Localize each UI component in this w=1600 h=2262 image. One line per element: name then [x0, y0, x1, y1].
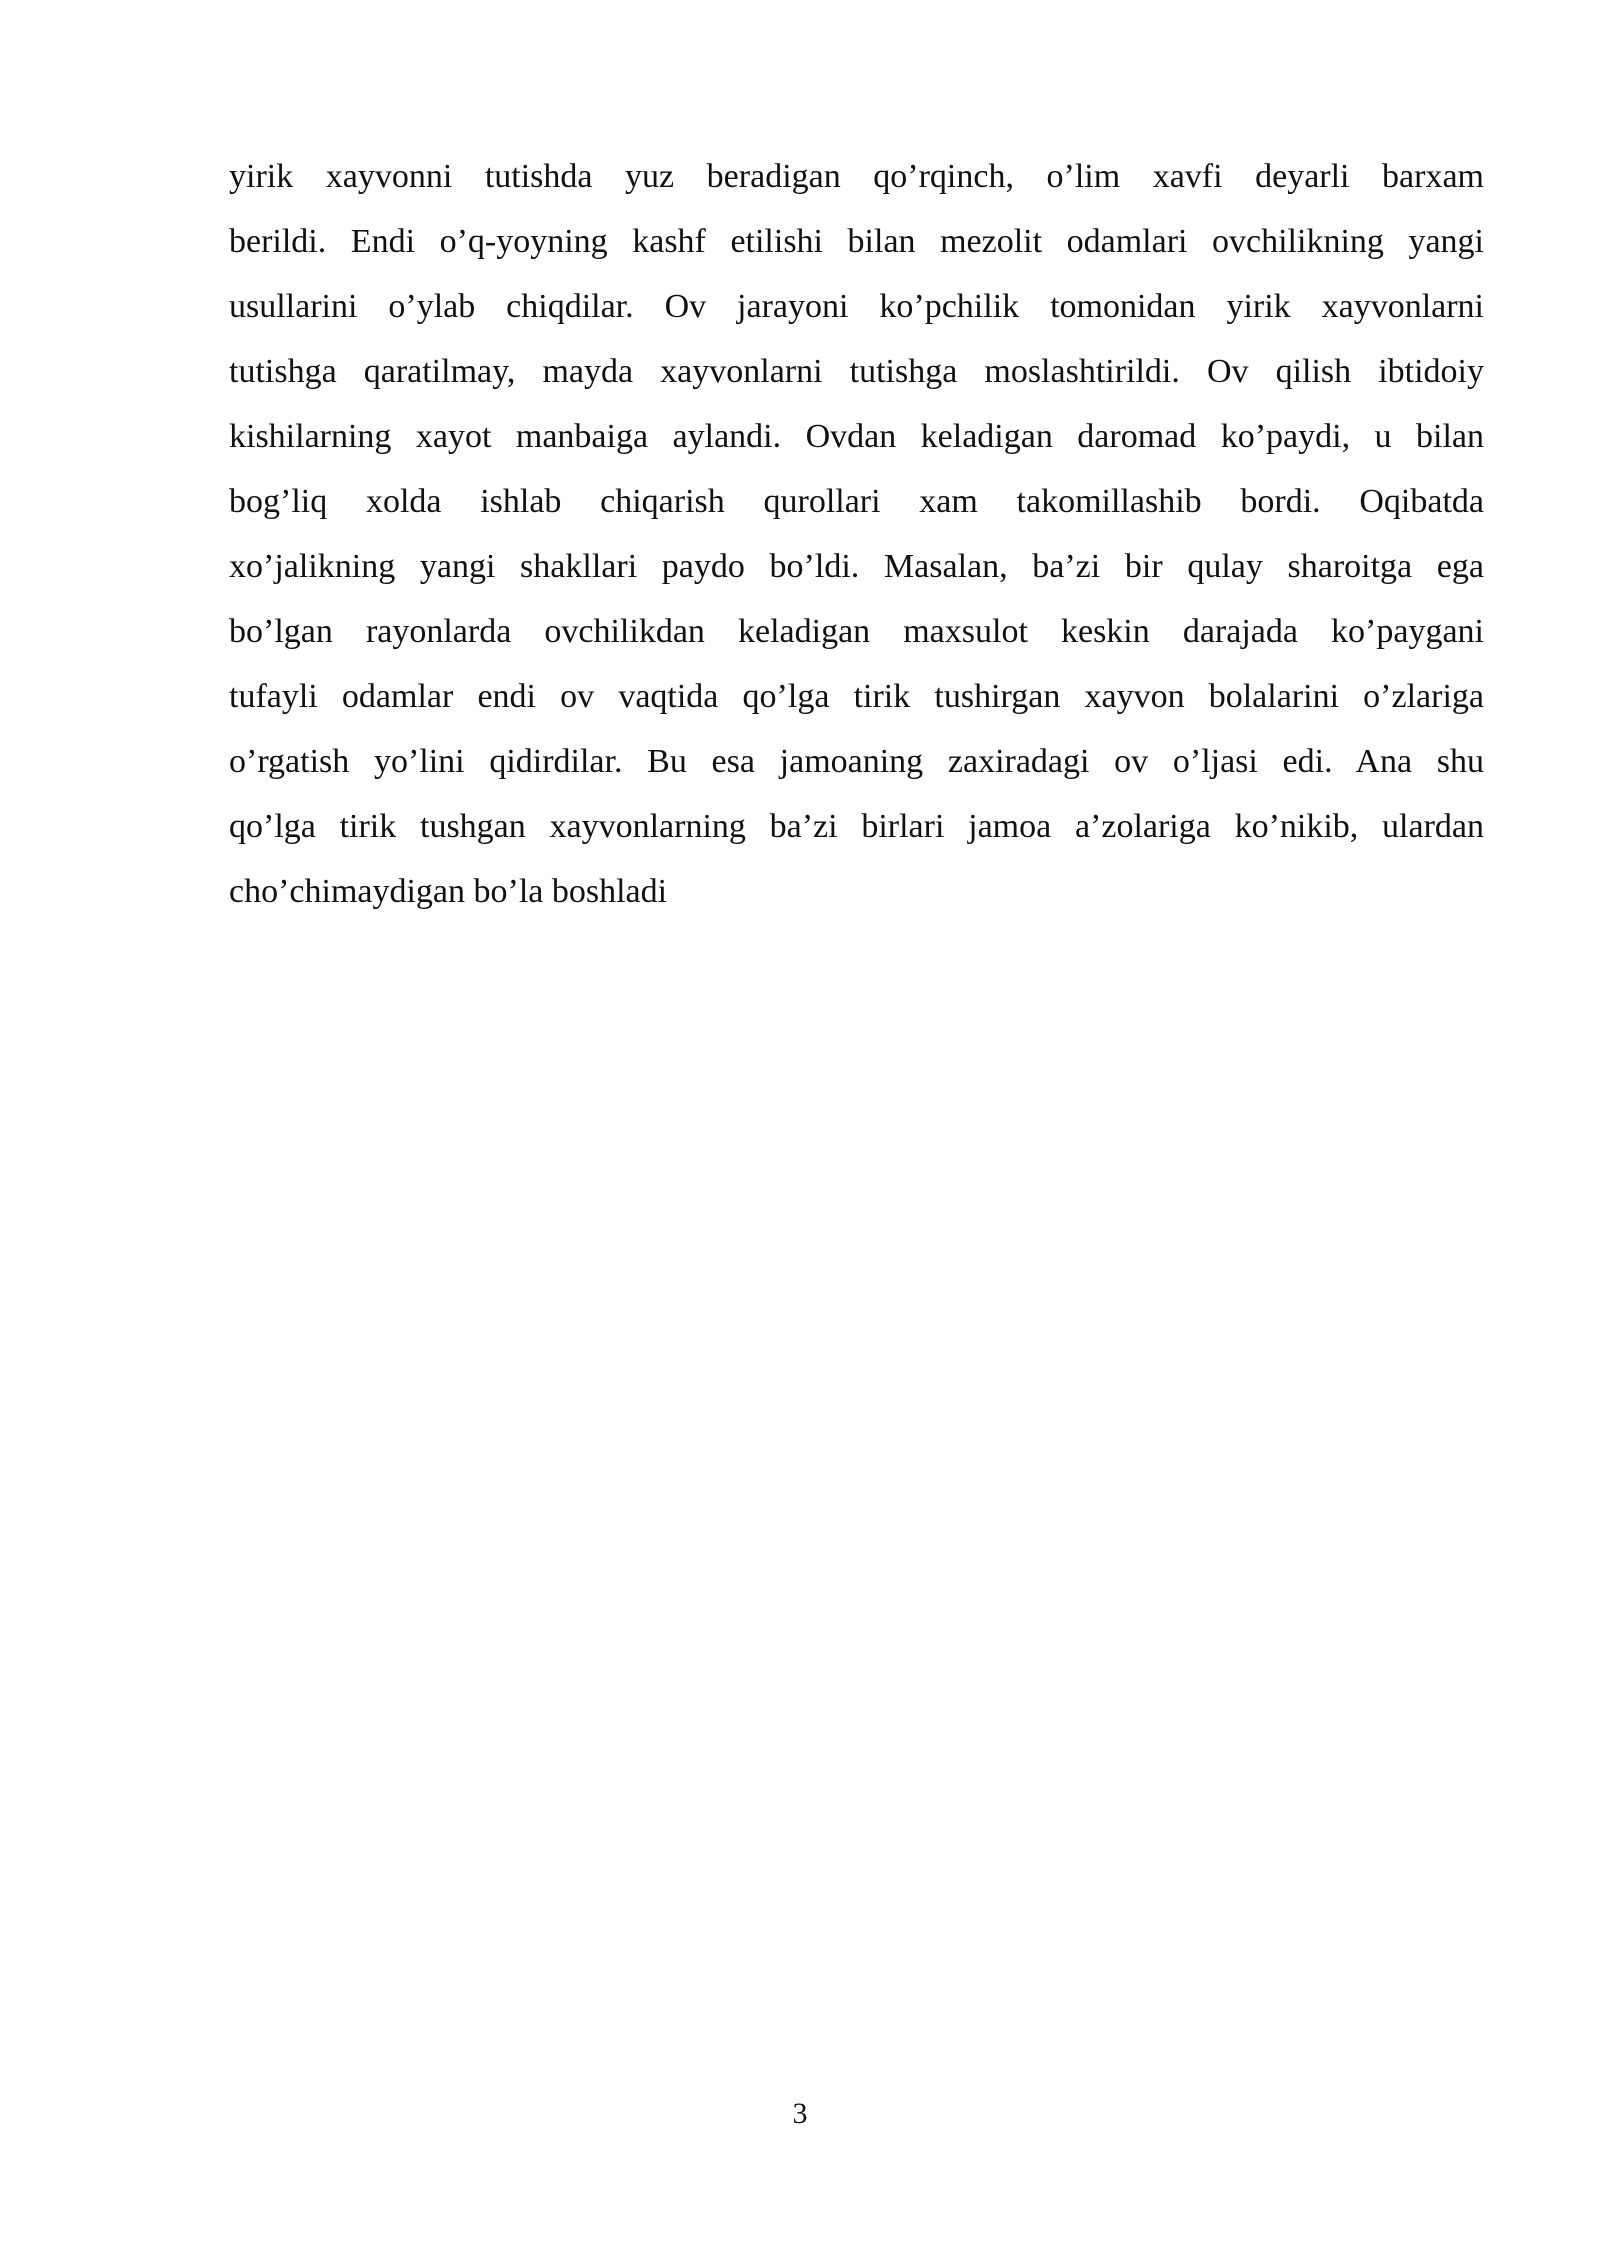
text-line-last: cho’chimaydigan bo’la boshladi [229, 873, 668, 910]
text-line: tufayli odamlar endi ov vaqtida qo’lga tirik tushirgan xayvon bolalarini o’zlariga [229, 678, 1484, 715]
text-line: qo’lga tirik tushgan xayvonlarning ba’zi birlari jamoa a’zolariga ko’nikib, ulardan [229, 808, 1484, 845]
text-line: yirik xayvonni tutishda yuz beradigan qo’rqinch, o’lim xavfi deyarli barxam [229, 158, 1484, 195]
text-line: usullarini o’ylab chiqdilar. Ov jarayoni ko’pchilik tomonidan yirik xayvonlarni [229, 288, 1484, 325]
text-line: o’rgatish yo’lini qidirdilar. Bu esa jamoaning zaxiradagi ov o’ljasi edi. Ana shu [229, 743, 1484, 780]
text-line: bog’liq xolda ishlab chiqarish qurollari xam takomillashib bordi. Oqibatda [229, 483, 1484, 520]
body-paragraph [229, 144, 1484, 924]
text-line: bo’lgan rayonlarda ovchilikdan keladigan maxsulot keskin darajada ko’paygani [229, 613, 1484, 650]
text-line: berildi. Endi o’q-yoyning kashf etilishi bilan mezolit odamlari ovchilikning yangi [229, 223, 1484, 260]
page-number: 3 [792, 2097, 808, 2130]
text-line: xo’jalikning yangi shakllari paydo bo’ldi. Masalan, ba’zi bir qulay sharoitga ega [229, 548, 1484, 585]
text-line: kishilarning xayot manbaiga aylandi. Ovdan keladigan daromad ko’paydi, u bilan [229, 418, 1484, 455]
text-line: tutishga qaratilmay, mayda xayvonlarni tutishga moslashtirildi. Ov qilish ibtidoiy [229, 353, 1484, 390]
